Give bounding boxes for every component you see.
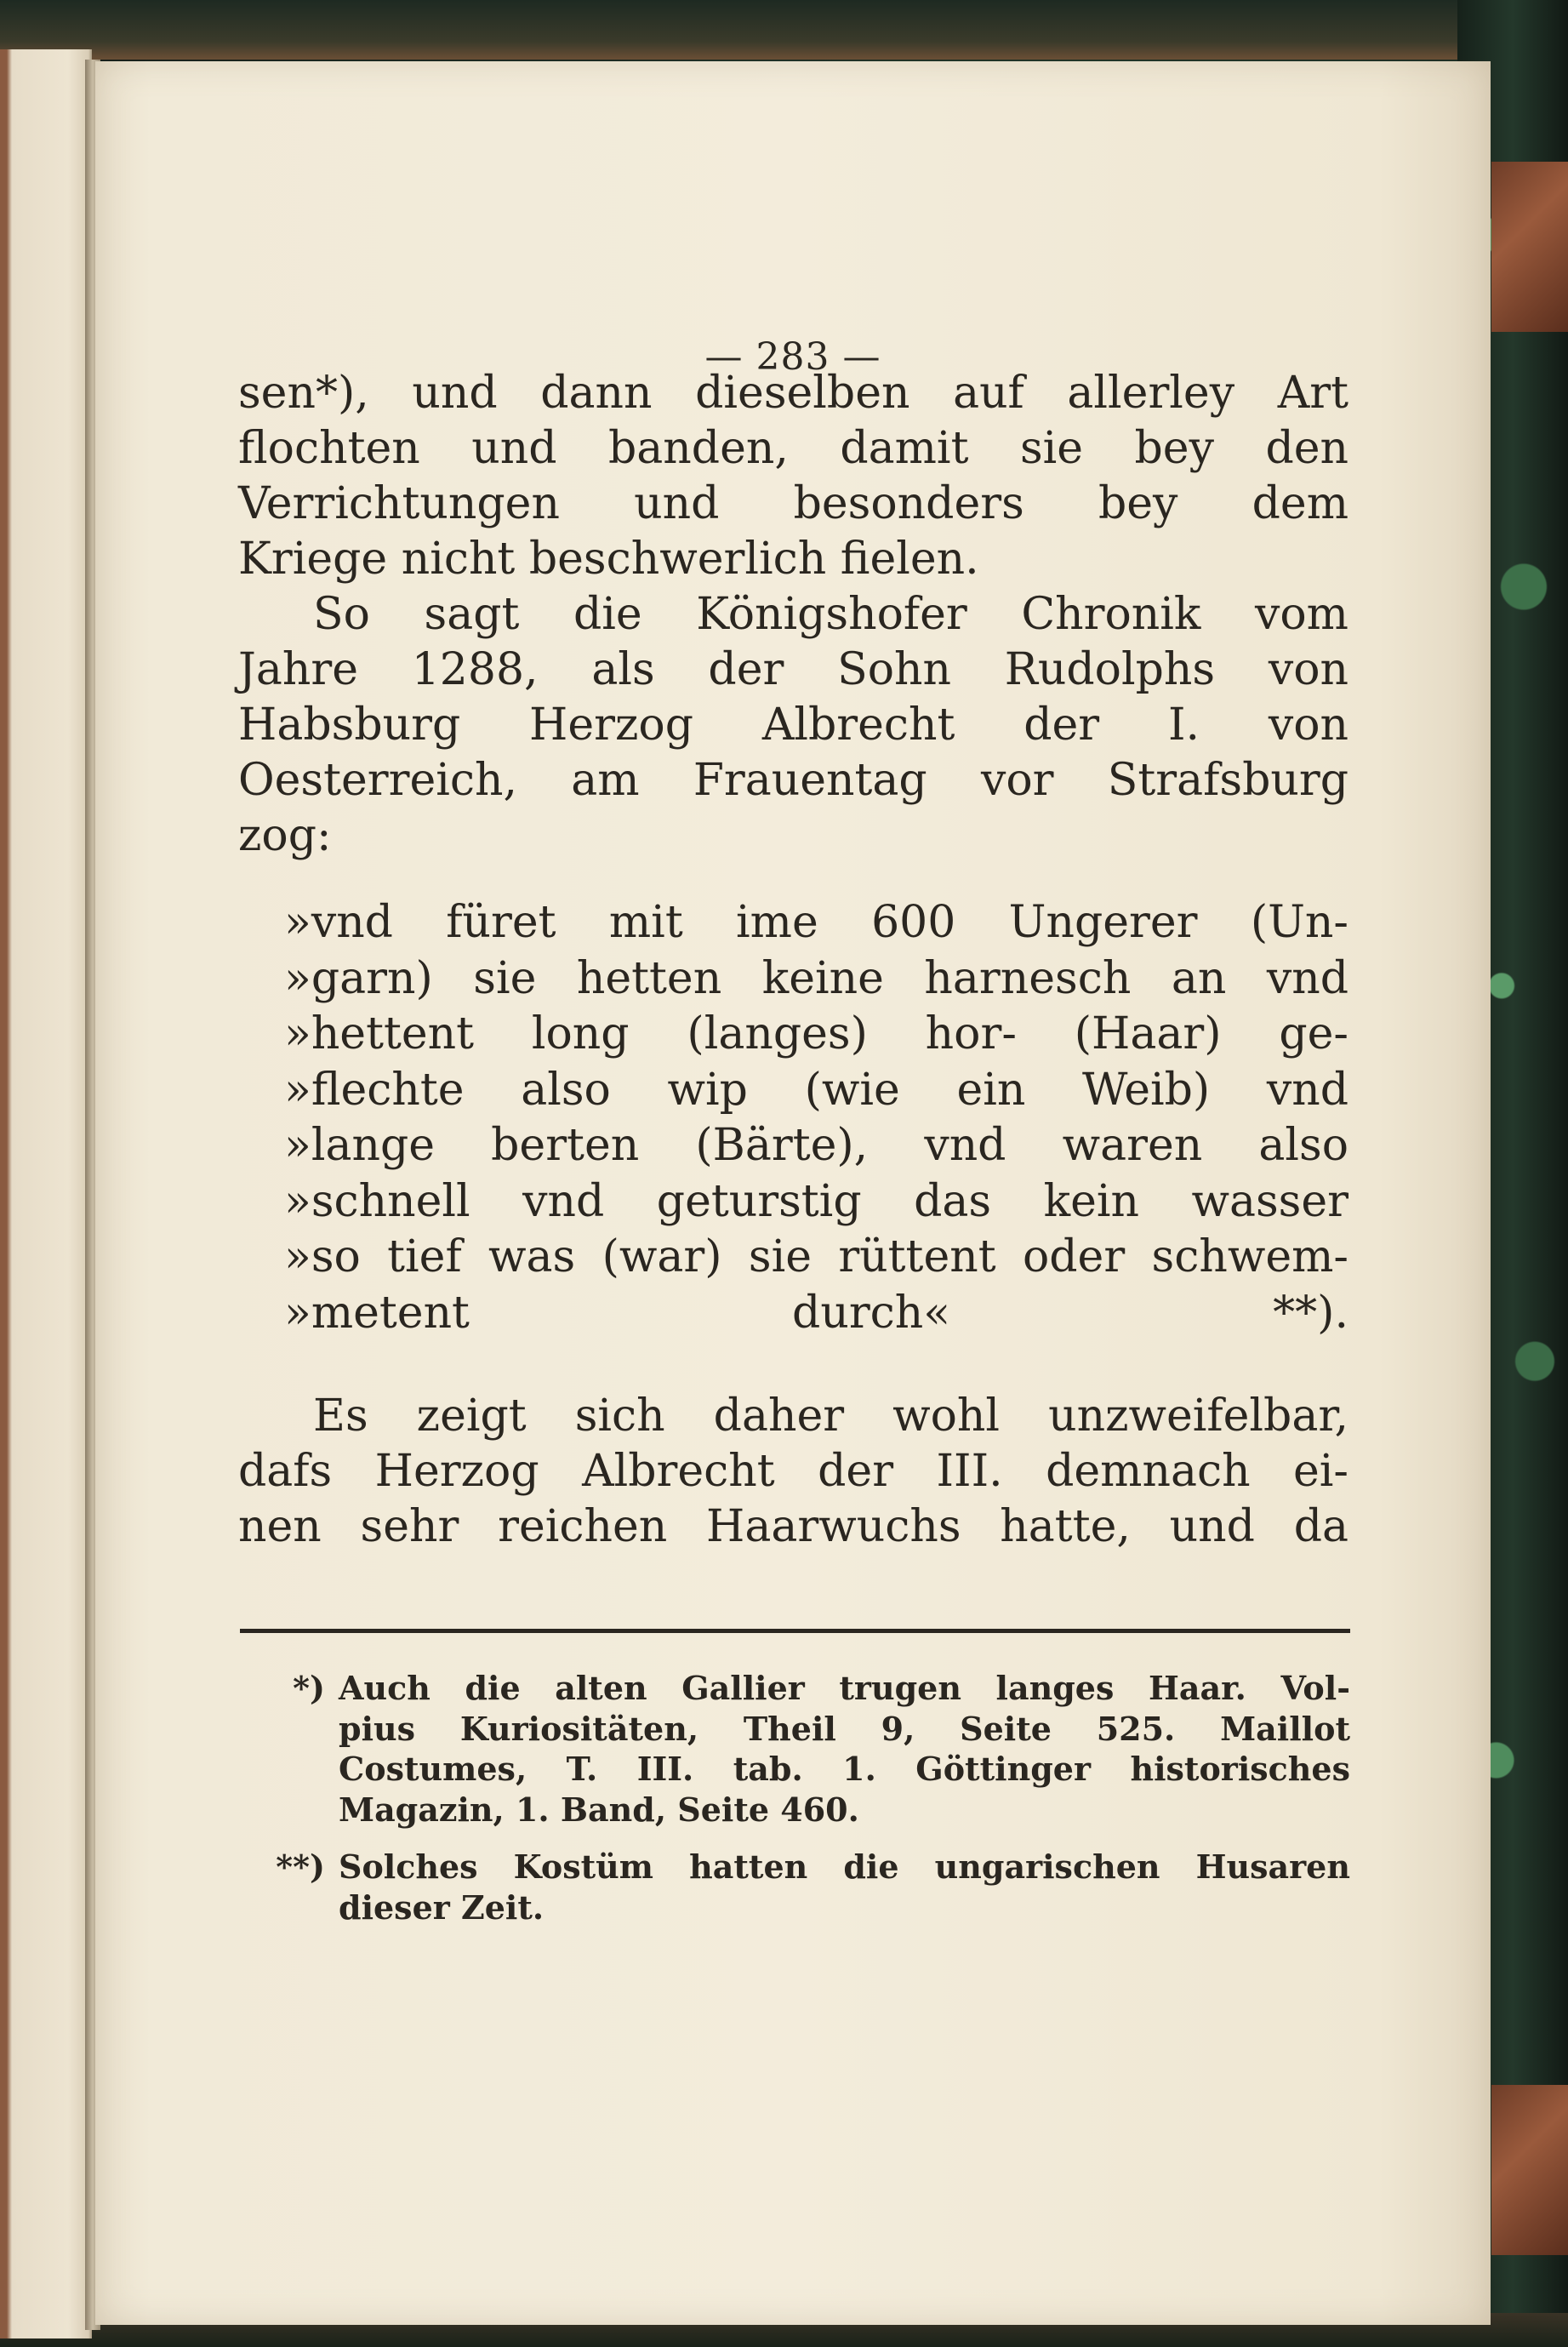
text-line: flochten und banden, damit sie bey den [238, 423, 1348, 474]
footnote-line: Solches Kostüm hatten die ungarischen Husaren [339, 1847, 1350, 1886]
footnote-2 [240, 1847, 1350, 1927]
footnote-line: dieser Zeit. [339, 1887, 545, 1927]
text-line: Oesterreich, am Frauentag vor Strafsburg [238, 755, 1348, 806]
leather-corner-top [1491, 162, 1568, 332]
quote-line: »hettent long (langes) hor- (Haar) ge- [284, 1008, 1348, 1059]
footnote-1 [240, 1668, 1350, 1830]
text-line: Kriege nicht beschwerlich fielen. [238, 534, 979, 585]
cover-edge-top [0, 0, 1568, 60]
footnote-line: Magazin, 1. Band, Seite 460. [339, 1790, 859, 1829]
quote-line: »lange berten (Bärte), vnd waren also [284, 1120, 1348, 1171]
footnote-line: Costumes, T. III. tab. 1. Göttinger historisches [339, 1750, 1350, 1788]
quote-line: »vnd füret mit ime 600 Ungerer (Un- [284, 897, 1348, 948]
quote-line: »flechte also wip (wie ein Weib) vnd [284, 1064, 1348, 1116]
quotation [284, 895, 1348, 1341]
text-line: dafs Herzog Albrecht der III. demnach ei- [238, 1446, 1348, 1497]
facing-page-edge [0, 49, 92, 2338]
page-number: — 283 — [704, 335, 881, 379]
footnote-line: pius Kuriositäten, Theil 9, Seite 525. Maillot [339, 1709, 1350, 1748]
text-line: Jahre 1288, als der Sohn Rudolphs von [238, 644, 1348, 695]
paragraph-2 [238, 587, 1348, 864]
text-line: sen*), und dann dieselben auf allerley Art [238, 368, 1348, 419]
quote-line: »metent durch« **). [284, 1287, 1348, 1339]
paragraph-1 [238, 366, 1348, 587]
book-page [95, 61, 1491, 2325]
paragraph-3 [238, 1389, 1348, 1555]
text-line: nen sehr reichen Haarwuchs hatte, und da [238, 1501, 1348, 1552]
text-line: Verrichtungen und besonders bey dem [238, 478, 1348, 529]
footnote-divider [240, 1629, 1350, 1633]
text-line: So sagt die Königshofer Chronik vom [313, 589, 1348, 640]
text-line: zog: [238, 810, 332, 861]
footnotes [240, 1668, 1350, 1927]
footnote-mark: *) [293, 1669, 325, 1707]
footnote-mark: **) [276, 1847, 325, 1886]
text-line: Habsburg Herzog Albrecht der I. von [238, 700, 1348, 751]
footnote-line: Auch die alten Gallier trugen langes Haar. Vol- [339, 1669, 1350, 1707]
leather-corner-bottom [1491, 2085, 1568, 2255]
quote-line: »garn) sie hetten keine harnesch an vnd [284, 952, 1348, 1004]
text-line: Es zeigt sich daher wohl unzweifelbar, [313, 1390, 1348, 1442]
quote-line: »so tief was (war) sie rüttent oder schwem- [284, 1231, 1348, 1282]
quote-line: »schnell vnd geturstig das kein wasser [284, 1175, 1348, 1227]
